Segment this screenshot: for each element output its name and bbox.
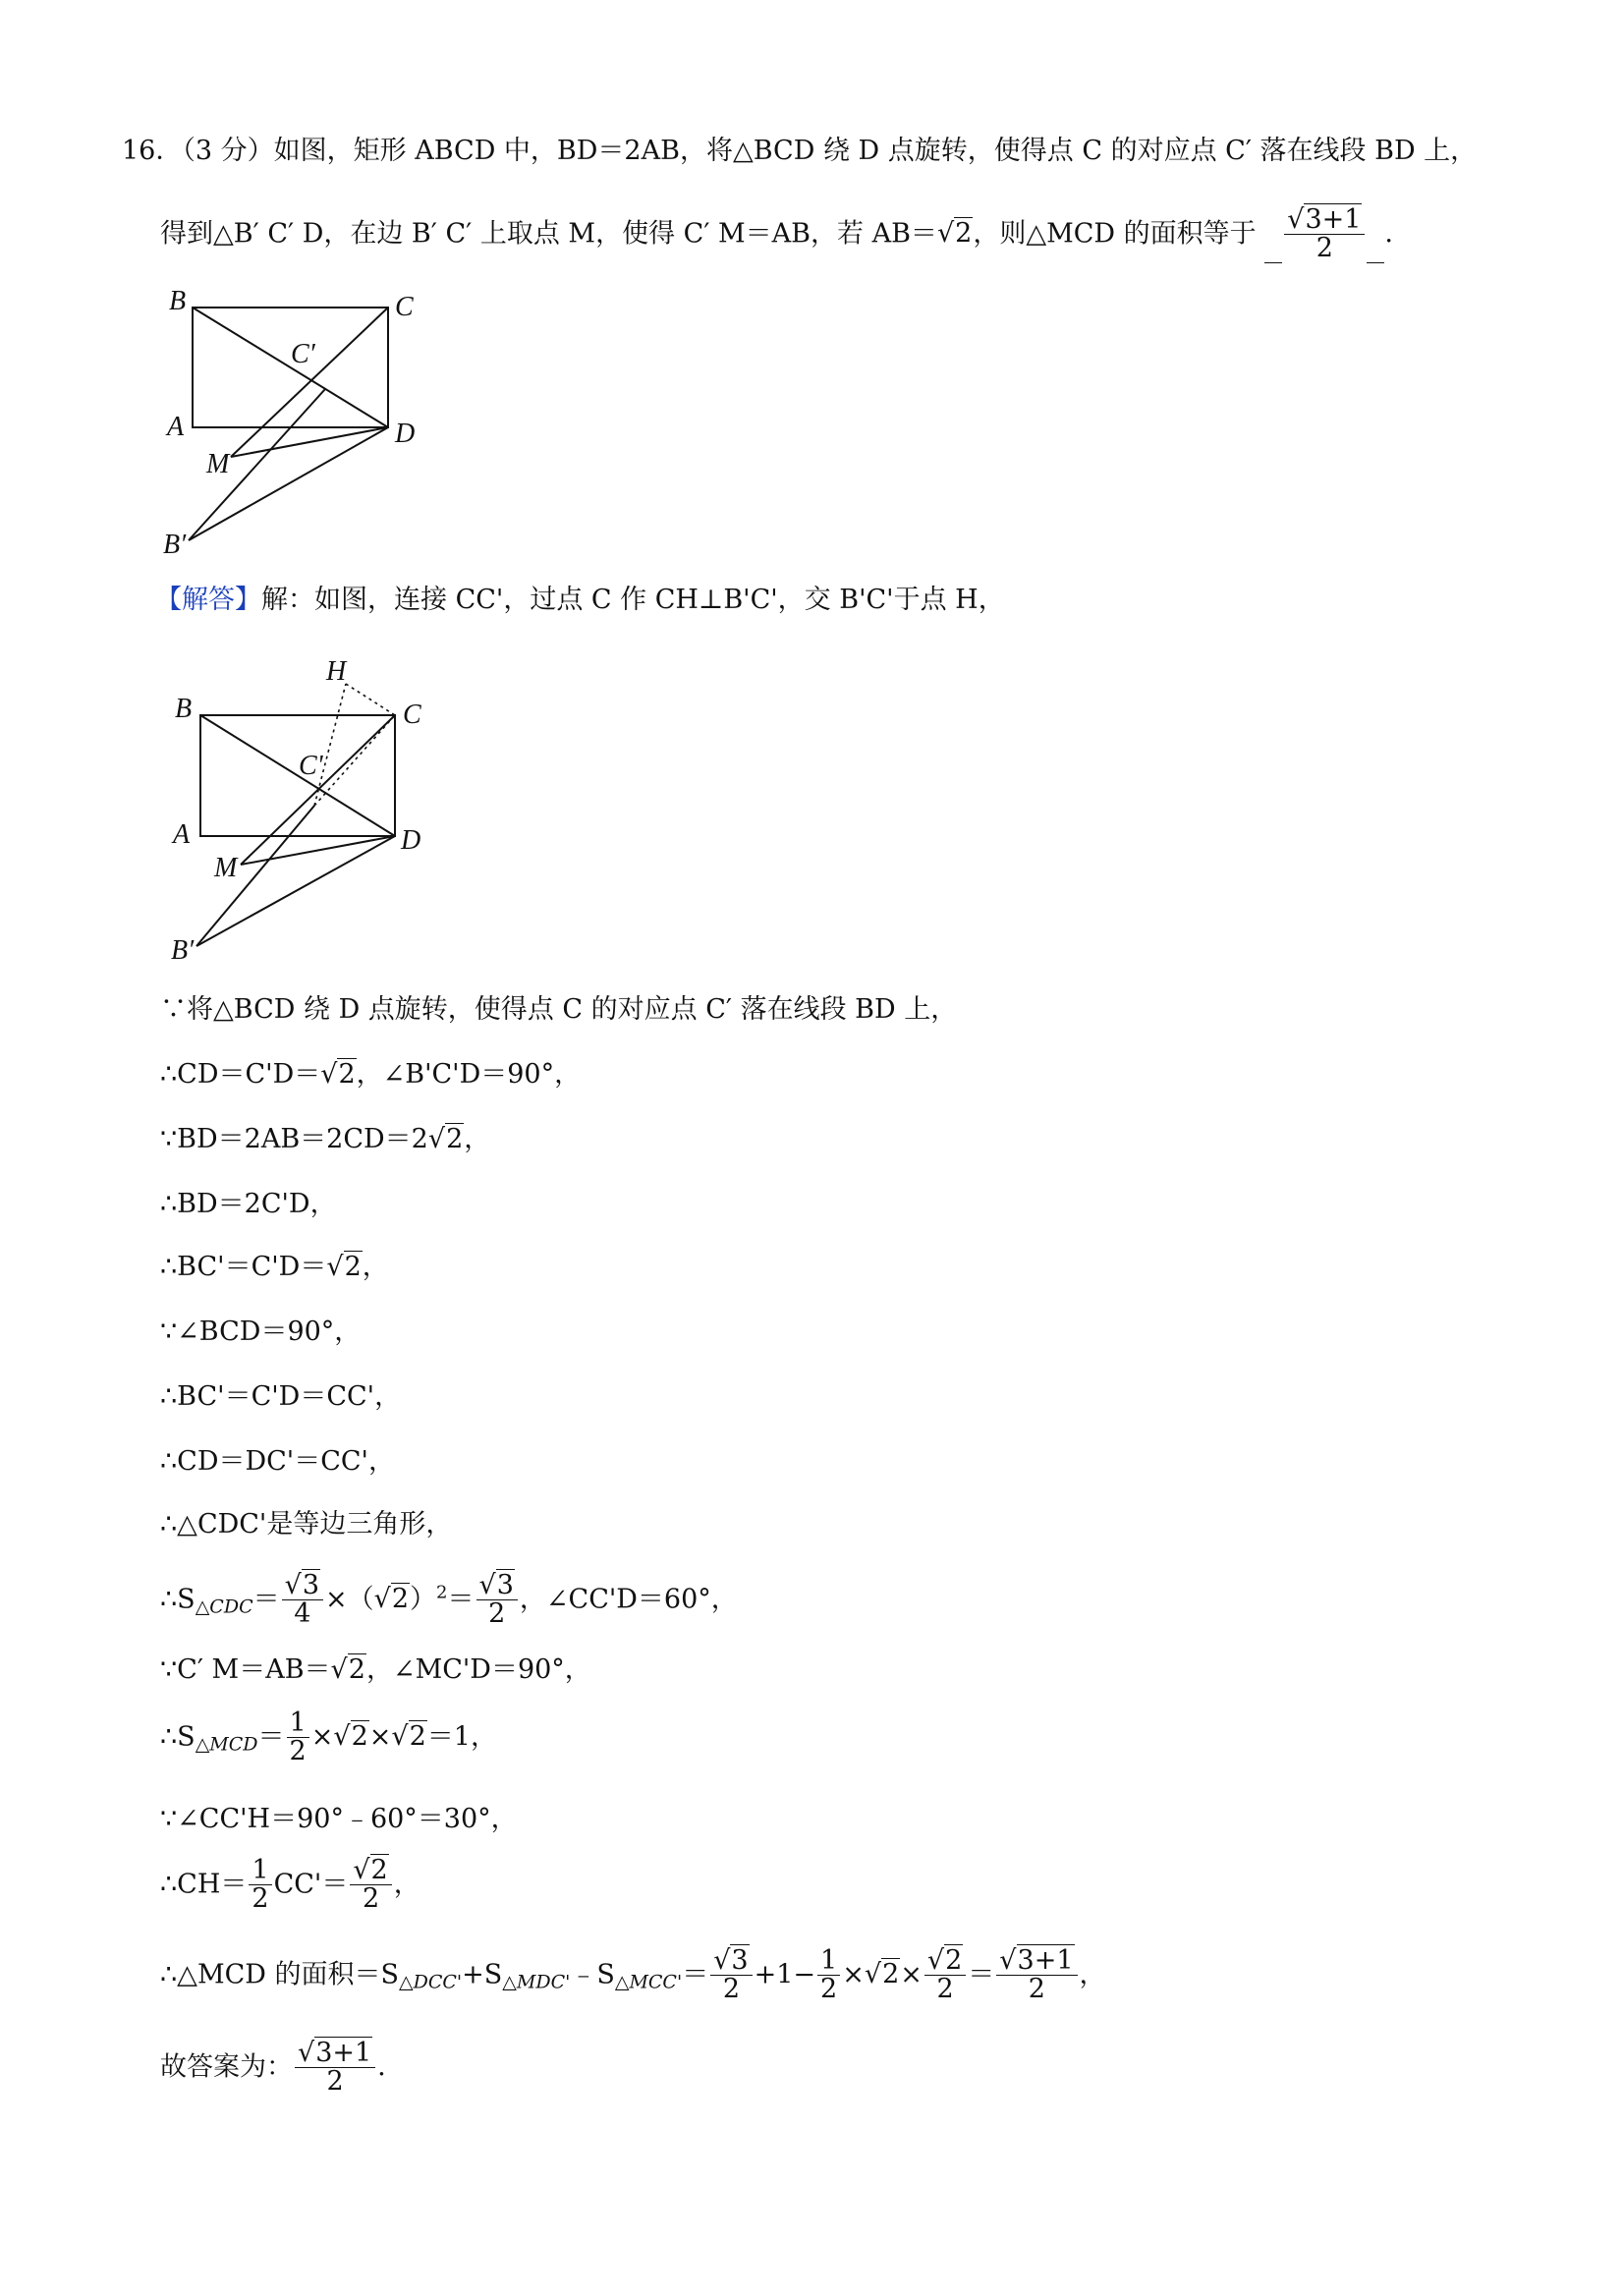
sqrt-ab: √2 [936, 218, 973, 250]
label-b: B [169, 286, 187, 316]
step-3: ∵BD＝2AB＝2CD＝2√2， [160, 1124, 491, 1154]
sqrt-2: √2 [326, 1252, 362, 1282]
label-b-prime: B′ [163, 530, 187, 560]
step-8: ∴CD＝DC'＝CC'， [160, 1446, 395, 1477]
fraction-sqrt3-over-2: $\frac{√3}{2}$ [476, 1572, 518, 1629]
step-13: ∵∠CC'H＝90°﹣60°＝30°， [160, 1804, 518, 1834]
step-1: ∵将△BCD 绕 D 点旋转，使得点 C 的对应点 C′ 落在线段 BD 上， [160, 994, 958, 1025]
step-9: ∴△CDC'是等边三角形， [160, 1509, 453, 1540]
figure-2 [157, 658, 442, 963]
question-score: （3 分） [182, 136, 274, 166]
step-6: ∵∠BCD＝90°， [160, 1316, 362, 1347]
step-5: ∴BC'＝C'D＝√2， [160, 1252, 389, 1282]
sqrt-2: √2 [330, 1654, 365, 1685]
step-15: ∴△MCD 的面积$=S_{\triangle DCC'}+S_{\triangle MDC'}﹣S_{\triangle MCC'}=$ $\frac{√3}{2}$ +1− $\frac{1}{2}$ ×√2× $\frac{√2}{2}$ ＝ $\frac{√3+1}{2}$ ， [160, 1945, 1106, 2005]
fraction-sqrt3-over-4: $\frac{√3}{4}$ [282, 1572, 323, 1629]
question-line-2 [160, 206, 1411, 263]
step-7: ∴BC'＝C'D＝CC'， [160, 1381, 402, 1412]
label-h-2: H [326, 658, 347, 687]
step-11: ∵C′ M＝AB＝√2，∠MC'D＝90°， [160, 1654, 591, 1685]
fraction-one-half: $\frac{1}{2}$ [287, 1709, 309, 1766]
dotted-hc [346, 684, 395, 715]
sqrt-2: √2 [333, 1721, 368, 1753]
question-text-3: ，则△MCD 的面积等于 [973, 218, 1257, 250]
step-4: ∴BD＝2C'D， [160, 1189, 337, 1219]
fraction-one-half: $\frac{1}{2}$ [249, 1857, 271, 1914]
label-m: M [206, 449, 230, 479]
solution-intro-text: 解：如图，连接 CC'，过点 C 作 CH⊥B'C'，交 B'C'于点 H， [261, 585, 1005, 615]
question-end: ． [1384, 218, 1412, 250]
step-10: $\therefore S_{\triangle CDC}=$ $\frac{√3}{4}$ $\times(√2)^2=$ $\frac{√3}{2}$ ，∠CC'D＝60°， [160, 1570, 738, 1630]
segment-db-prime [189, 427, 388, 540]
figure-1 [157, 280, 442, 560]
fraction-result: $\frac{√3+1}{2}$ [996, 1947, 1077, 2004]
label-a: A [167, 412, 185, 442]
fraction-sqrt2-over-2: $\frac{√2}{2}$ [924, 1947, 966, 2004]
solution-tag: 【解答】 [155, 585, 261, 615]
segment-md-2 [241, 836, 395, 865]
sqrt-2: √2 [373, 1584, 410, 1615]
label-d: D [395, 419, 416, 449]
question-text-2: 得到△B′ C′ D，在边 B′ C′ 上取点 M，使得 C′ M＝AB，若 AB＝ [160, 218, 937, 250]
answer-blank-right [1367, 262, 1384, 263]
question-text-1: 如图，矩形 ABCD 中，BD＝2AB，将△BCD 绕 D 点旋转，使得点 C 的对应点 C′ 落在线段 BD 上， [273, 136, 1478, 166]
answer-blank-left [1264, 262, 1282, 263]
step-12: $\therefore S_{\triangle MCD}=$ $\frac{1}{2}$ ×√2×√2＝1， [160, 1708, 497, 1767]
fraction-final: $\frac{√3+1}{2}$ [295, 2040, 375, 2097]
label-d-2: D [401, 825, 421, 856]
label-c-prime: C′ [291, 339, 315, 369]
label-c: C [395, 292, 414, 322]
final-answer: 故答案为： $\frac{√3+1}{2}$ ． [160, 2038, 405, 2098]
label-c-prime-2: C' [299, 751, 323, 781]
answer-fraction: $\frac{√3+1}{2}$ [1284, 206, 1365, 263]
fraction-one-half: $\frac{1}{2}$ [817, 1947, 840, 2004]
fraction-sqrt3-over-2: $\frac{√3}{2}$ [710, 1947, 752, 2004]
dotted-cc-prime [314, 715, 395, 806]
segment-md [231, 427, 388, 457]
sqrt-2: √2 [391, 1721, 426, 1753]
label-m-2: M [214, 853, 238, 883]
label-c-2: C [403, 700, 421, 730]
diagonal-bd-2 [200, 715, 395, 836]
sqrt-2: √2 [864, 1959, 900, 1990]
question-number: 16． [122, 136, 183, 166]
label-b-prime-2: B′ [171, 935, 195, 963]
step-2: ∴CD＝C'D＝√2，∠B'C'D＝90°， [160, 1059, 582, 1090]
label-b-2: B [175, 694, 193, 724]
step-14: ∴CH＝ $\frac{1}{2}$ CC'＝ $\frac{√2}{2}$ ， [160, 1855, 420, 1915]
sqrt-2: √2 [427, 1124, 464, 1154]
question-line-1 [122, 138, 1477, 164]
solution-intro [155, 587, 1005, 613]
fraction-sqrt2-over-2: $\frac{√2}{2}$ [350, 1857, 391, 1914]
sqrt-2: √2 [320, 1059, 356, 1090]
segment-mc [231, 308, 388, 457]
label-a-2: A [173, 819, 191, 850]
